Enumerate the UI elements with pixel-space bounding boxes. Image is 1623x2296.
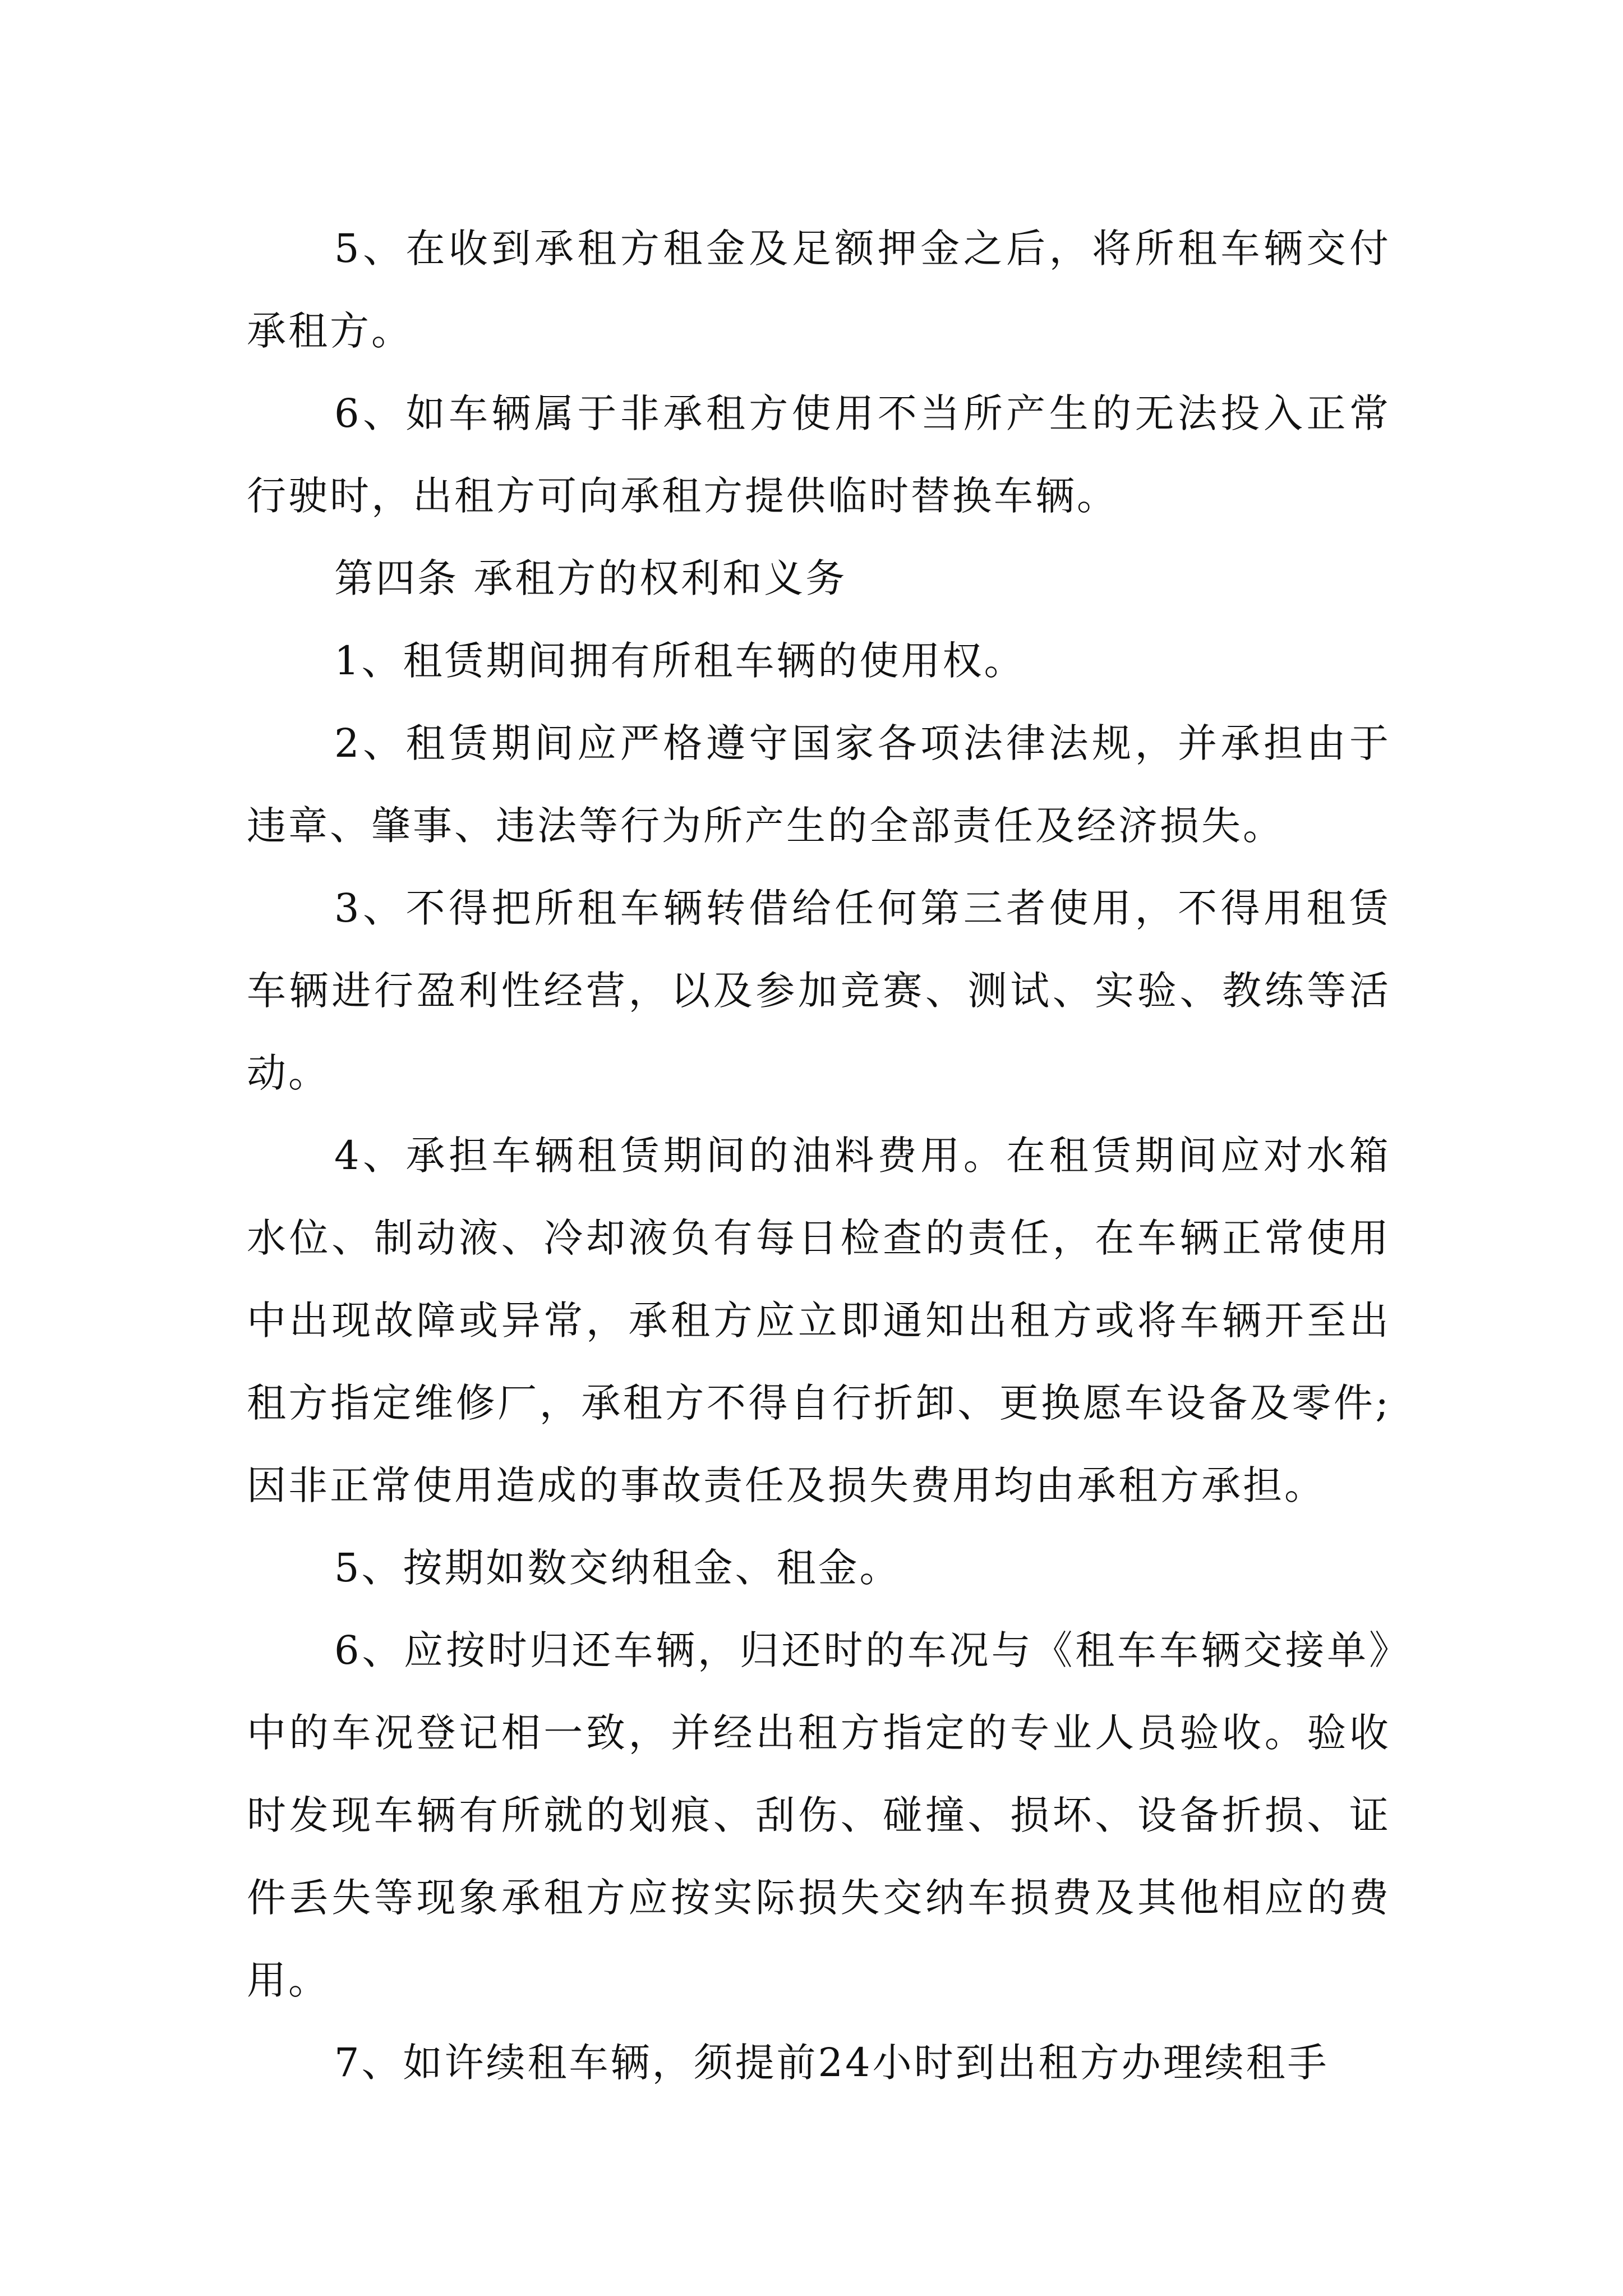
paragraph-clause-3-item-5: 5、在收到承租方租金及足额押金之后，将所租车辆交付承租方。	[247, 226, 1391, 354]
section-heading-article-4: 第四条 承租方的权利和义务	[334, 555, 847, 601]
paragraph-article-4-item-4: 4、承担车辆租赁期间的油料费用。在租赁期间应对水箱水位、制动液、冷却液负有每日检查的责任，在车辆正常使用中出现故障或异常，承租方应立即通知出租方或将车辆开至出租方指定维修厂，承租方不得自行折卸、更换愿车设备及零件;因非正常使用造成的事故责任及损失费用均由承租方承担。	[247, 1133, 1391, 1508]
document-body	[247, 208, 1391, 2104]
paragraph-article-4-item-1: 1、租赁期间拥有所租车辆的使用权。	[334, 638, 1026, 684]
paragraph-article-4-item-3: 3、不得把所租车辆转借给任何第三者使用，不得用租赁车辆进行盈利性经营，以及参加竞赛、测试、实验、教练等活动。	[247, 885, 1391, 1096]
paragraph-clause-3-item-6: 6、如车辆属于非承租方使用不当所产生的无法投入正常行驶时，出租方可向承租方提供临时替换车辆。	[247, 390, 1391, 519]
paragraph-article-4-item-6: 6、应按时归还车辆，归还时的车况与《租车车辆交接单》中的车况登记相一致，并经出租方指定的专业人员验收。验收时发现车辆有所就的划痕、刮伤、碰撞、损坏、设备折损、证件丢失等现象承租方应按实际损失交纳车损费及其他相应的费用。	[247, 1627, 1391, 2003]
paragraph-article-4-item-2: 2、租赁期间应严格遵守国家各项法律法规，并承担由于违章、肇事、违法等行为所产生的全部责任及经济损失。	[247, 720, 1391, 849]
paragraph-article-4-item-7: 7、如许续租车辆，须提前24小时到出租方办理续租手	[334, 2040, 1329, 2086]
paragraph-article-4-item-5: 5、按期如数交纳租金、租金。	[334, 1545, 901, 1591]
